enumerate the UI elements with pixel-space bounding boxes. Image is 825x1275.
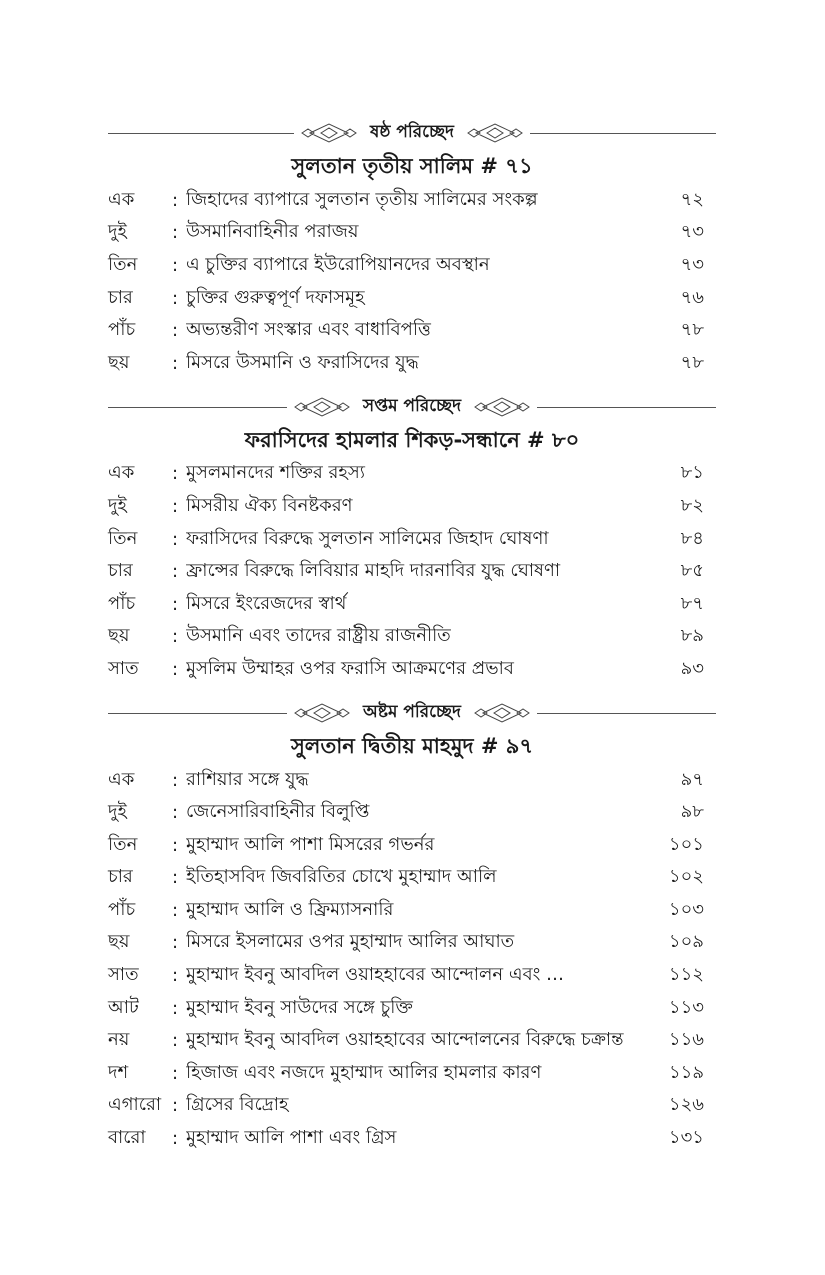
toc-entry xyxy=(108,249,716,282)
entry-colon: : xyxy=(172,997,179,1019)
toc-entry xyxy=(108,555,716,588)
entry-page-number: ৭৮ xyxy=(680,351,704,373)
entry-colon: : xyxy=(172,222,179,244)
entry-page-number: ১০৯ xyxy=(668,931,704,953)
entry-colon: : xyxy=(172,626,179,648)
toc-entry xyxy=(108,314,716,347)
section-label: ষষ্ঠ পরিচ্ছেদ xyxy=(370,122,454,142)
entry-colon: : xyxy=(172,1030,179,1052)
entry-number: তিন xyxy=(108,253,138,275)
entry-number: এক xyxy=(108,188,135,210)
entry-colon: : xyxy=(172,658,179,680)
entry-number: চার xyxy=(108,560,133,582)
toc-entry xyxy=(108,184,716,217)
ornament-icon xyxy=(293,703,351,723)
entry-number: ছয় xyxy=(108,351,130,373)
entry-colon: : xyxy=(172,287,179,309)
entry-colon: : xyxy=(172,495,179,517)
ornament-icon xyxy=(466,123,524,143)
entry-title: উসমানিবাহিনীর পরাজয় xyxy=(186,221,359,243)
entry-page-number: ৭৩ xyxy=(680,221,704,243)
entry-title: রাশিয়ার সঙ্গে যুদ্ধ xyxy=(186,768,309,790)
entry-title: চুক্তির গুরুত্বপূর্ণ দফাসমূহ xyxy=(186,286,365,308)
entry-colon: : xyxy=(172,769,179,791)
entry-number: চার xyxy=(108,286,133,308)
toc-entry xyxy=(108,621,716,654)
chapter-title: ফরাসিদের হামলার শিকড়-সন্ধানে # ৮০ xyxy=(244,427,580,452)
entry-title: ইতিহাসবিদ জিবরিতির চোখে মুহাম্মাদ আলি xyxy=(186,866,497,888)
entry-number: ছয় xyxy=(108,625,130,647)
entry-colon: : xyxy=(172,802,179,824)
entry-page-number: ৭৮ xyxy=(680,319,704,341)
toc-entry xyxy=(108,796,716,829)
entry-page-number: ৭২ xyxy=(680,188,704,210)
section-divider xyxy=(108,698,716,728)
entry-page-number: ১১৬ xyxy=(668,1029,704,1051)
section-label: অষ্টম পরিচ্ছেদ xyxy=(363,701,461,722)
entry-colon: : xyxy=(172,899,179,921)
entry-title: মুহাম্মাদ আলি পাশা এবং গ্রিস xyxy=(186,1127,397,1149)
entry-page-number: ১০২ xyxy=(668,866,704,888)
entry-number: পাঁচ xyxy=(108,592,136,614)
entry-title: মুসলিম উম্মাহর ওপর ফরাসি আক্রমণের প্রভাব xyxy=(186,657,514,679)
entry-number: এক xyxy=(108,462,135,484)
ornament-icon xyxy=(300,123,358,143)
section-label: সপ্তম পরিচ্ছেদ xyxy=(362,395,462,416)
toc-entry xyxy=(108,653,716,686)
entry-number: ছয় xyxy=(108,931,130,953)
entry-title: ফ্রান্সের বিরুদ্ধে লিবিয়ার মাহদি দারনাবির যুদ্ধ ঘোষণা xyxy=(186,560,561,582)
entry-number: দুই xyxy=(108,494,127,516)
entry-list xyxy=(108,184,716,380)
entry-list xyxy=(108,764,716,1155)
entry-page-number: ১১৯ xyxy=(668,1061,704,1083)
toc-entry xyxy=(108,927,716,960)
entry-number: এগারো xyxy=(108,1094,162,1116)
entry-title: গ্রিসের বিদ্রোহ xyxy=(186,1094,289,1116)
entry-page-number: ১৩১ xyxy=(668,1127,704,1149)
entry-title: মিসরে ইসলামের ওপর মুহাম্মাদ আলির আঘাত xyxy=(186,931,515,953)
entry-number: তিন xyxy=(108,833,138,855)
section-divider xyxy=(108,118,716,148)
entry-number: পাঁচ xyxy=(108,319,136,341)
toc-entry xyxy=(108,1090,716,1123)
entry-colon: : xyxy=(172,1062,179,1084)
entry-colon: : xyxy=(172,867,179,889)
entry-number: দুই xyxy=(108,801,127,823)
entry-page-number: ৭৬ xyxy=(680,286,704,308)
entry-page-number: ১০১ xyxy=(668,833,704,855)
entry-page-number: ৮৪ xyxy=(680,527,704,549)
toc-entry xyxy=(108,862,716,895)
entry-title: মুহাম্মাদ ইবনু আবদিল ওয়াহহাবের আন্দোলন এবং … xyxy=(186,964,565,986)
entry-page-number: ৭৩ xyxy=(680,253,704,275)
entry-page-number: ১২৬ xyxy=(668,1094,704,1116)
entry-number: সাত xyxy=(108,964,139,986)
entry-page-number: ৯৭ xyxy=(680,768,704,790)
entry-number: আট xyxy=(108,996,139,1018)
entry-number: বারো xyxy=(108,1127,146,1149)
entry-page-number: ৯৮ xyxy=(680,801,704,823)
toc-entry xyxy=(108,894,716,927)
entry-title: উসমানি এবং তাদের রাষ্ট্রীয় রাজনীতি xyxy=(186,625,451,647)
entry-page-number: ৮৫ xyxy=(680,560,704,582)
toc-entry xyxy=(108,1024,716,1057)
entry-title: জিহাদের ব্যাপারে সুলতান তৃতীয় সালিমের সংকল্প xyxy=(186,188,538,210)
toc-entry xyxy=(108,347,716,380)
entry-number: পাঁচ xyxy=(108,898,136,920)
toc-entry xyxy=(108,490,716,523)
entry-colon: : xyxy=(172,593,179,615)
entry-title: ফরাসিদের বিরুদ্ধে সুলতান সালিমের জিহাদ ঘোষণা xyxy=(186,527,549,549)
ornament-icon xyxy=(473,397,531,417)
toc-entry xyxy=(108,829,716,862)
toc-entry xyxy=(108,523,716,556)
section-divider xyxy=(108,392,716,422)
entry-number: চার xyxy=(108,866,133,888)
entry-title: মিসরে উসমানি ও ফরাসিদের যুদ্ধ xyxy=(186,351,419,373)
table-of-contents xyxy=(108,118,716,1155)
toc-entry xyxy=(108,992,716,1025)
entry-colon: : xyxy=(172,254,179,276)
entry-list xyxy=(108,458,716,686)
entry-title: এ চুক্তির ব্যাপারে ইউরোপিয়ানদের অবস্থান xyxy=(186,253,490,275)
toc-entry xyxy=(108,458,716,491)
entry-title: হিজাজ এবং নজদে মুহাম্মাদ আলির হামলার কারণ xyxy=(186,1061,542,1083)
entry-number: নয় xyxy=(108,1029,130,1051)
entry-page-number: ১০৩ xyxy=(668,898,704,920)
entry-colon: : xyxy=(172,561,179,583)
ornament-icon xyxy=(293,397,351,417)
chapter-title: সুলতান তৃতীয় সালিম # ৭১ xyxy=(291,154,533,178)
entry-number: এক xyxy=(108,768,135,790)
entry-colon: : xyxy=(172,189,179,211)
entry-number: দুই xyxy=(108,221,127,243)
entry-colon: : xyxy=(172,1095,179,1117)
entry-colon: : xyxy=(172,1128,179,1150)
entry-colon: : xyxy=(172,932,179,954)
entry-colon: : xyxy=(172,320,179,342)
entry-number: তিন xyxy=(108,527,138,549)
toc-entry xyxy=(108,1057,716,1090)
ornament-icon xyxy=(473,703,531,723)
entry-colon: : xyxy=(172,965,179,987)
entry-colon: : xyxy=(172,834,179,856)
entry-colon: : xyxy=(172,352,179,374)
entry-colon: : xyxy=(172,528,179,550)
entry-title: মিসরীয় ঐক্য বিনষ্টকরণ xyxy=(186,494,353,516)
toc-entry xyxy=(108,959,716,992)
entry-colon: : xyxy=(172,463,179,485)
entry-page-number: ৮৭ xyxy=(680,592,704,614)
entry-page-number: ৯৩ xyxy=(680,657,704,679)
toc-entry xyxy=(108,588,716,621)
entry-title: মুহাম্মাদ ইবনু সাউদের সঙ্গে চুক্তি xyxy=(186,996,413,1018)
entry-title: জেনেসারিবাহিনীর বিলুপ্তি xyxy=(186,801,370,823)
toc-entry xyxy=(108,764,716,797)
entry-page-number: ১১২ xyxy=(668,964,704,986)
entry-title: অভ্যন্তরীণ সংস্কার এবং বাধাবিপত্তি xyxy=(186,319,431,341)
chapter-title: সুলতান দ্বিতীয় মাহমুদ # ৯৭ xyxy=(290,733,534,758)
entry-title: মুহাম্মাদ আলি ও ফ্রিম্যাসনারি xyxy=(186,898,394,920)
entry-number: দশ xyxy=(108,1061,129,1083)
entry-page-number: ৮১ xyxy=(680,462,704,484)
entry-title: মুহাম্মাদ ইবনু আবদিল ওয়াহহাবের আন্দোলনের বিরুদ্ধে চক্রান্ত xyxy=(186,1029,624,1051)
toc-entry xyxy=(108,282,716,315)
toc-entry xyxy=(108,217,716,250)
toc-entry xyxy=(108,1122,716,1155)
entry-page-number: ১১৩ xyxy=(668,996,704,1018)
entry-title: মিসরে ইংরেজদের স্বার্থ xyxy=(186,592,347,614)
entry-number: সাত xyxy=(108,657,139,679)
entry-title: মুহাম্মাদ আলি পাশা মিসরের গভর্নর xyxy=(186,833,435,855)
entry-page-number: ৮৯ xyxy=(680,625,704,647)
entry-title: মুসলমানদের শক্তির রহস্য xyxy=(186,462,365,484)
entry-page-number: ৮২ xyxy=(680,494,704,516)
